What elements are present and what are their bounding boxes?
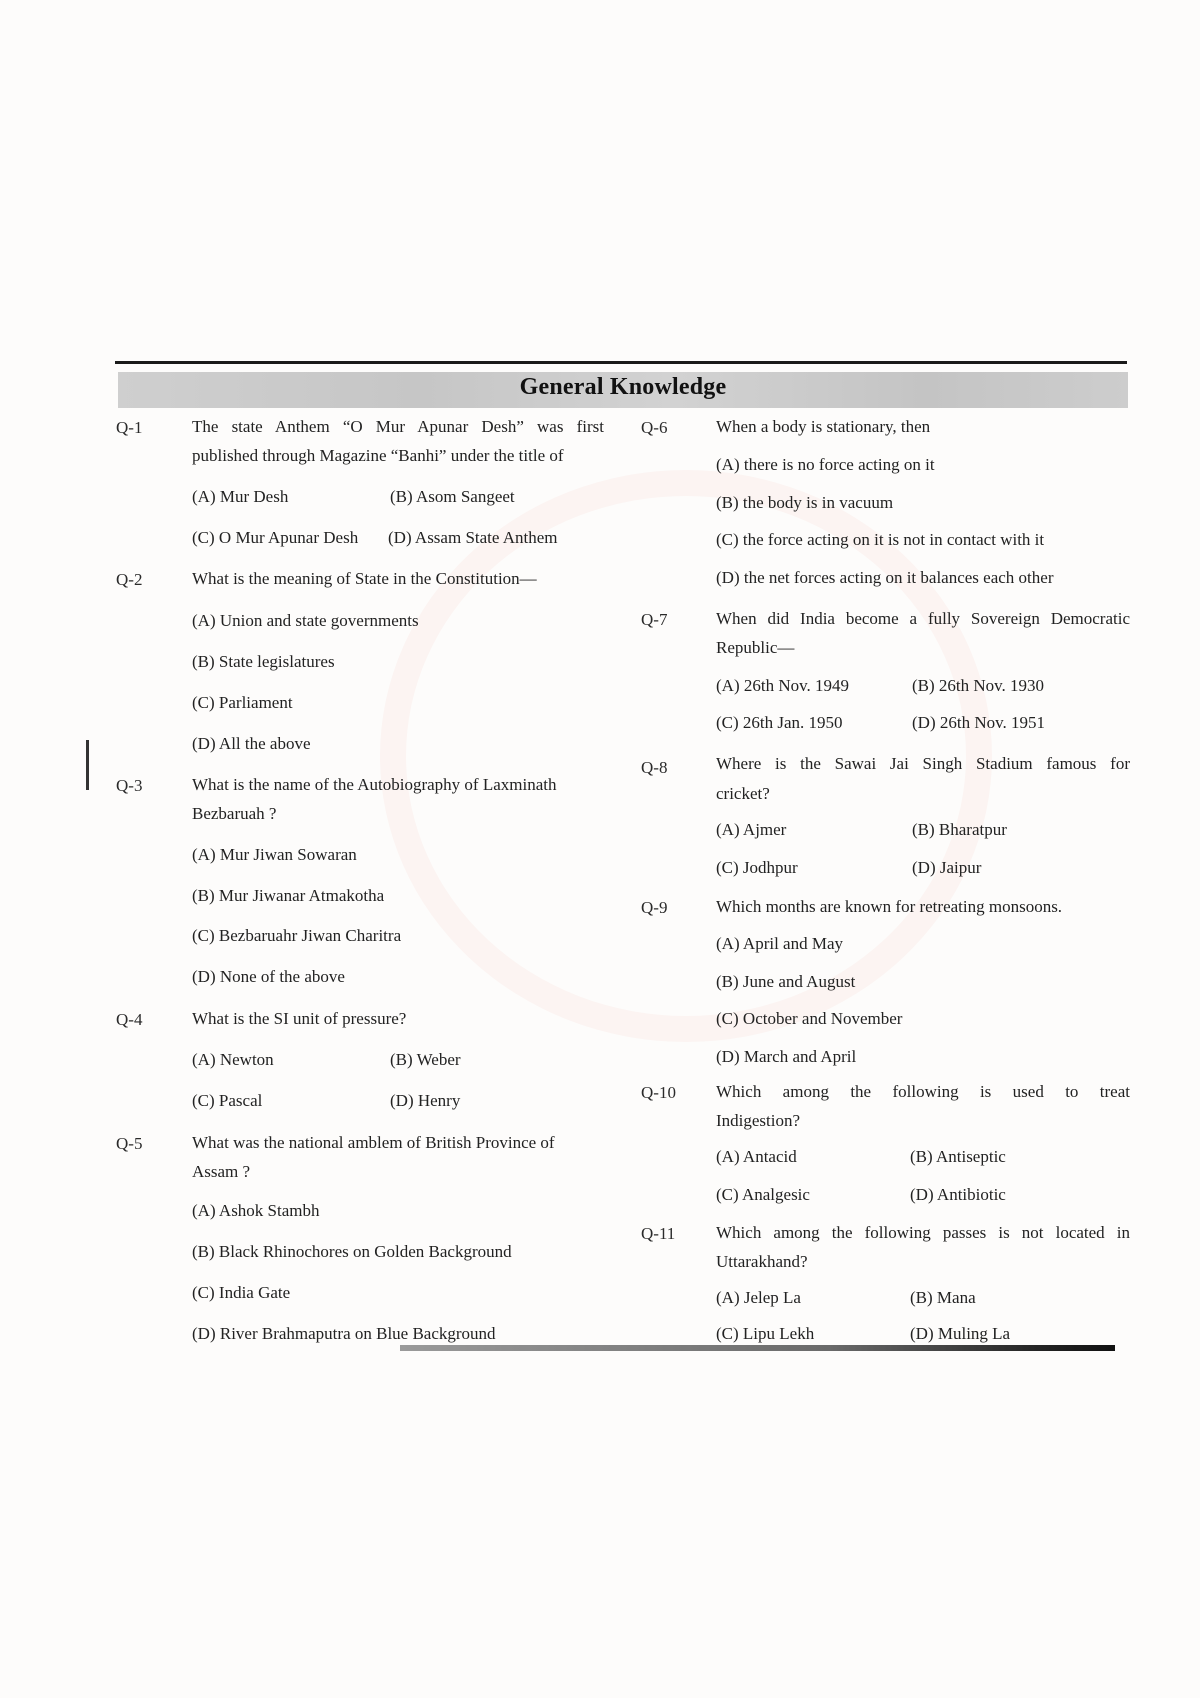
option-c[interactable]: (C) the force acting on it is not in contact with it [716,530,1045,549]
option-b[interactable]: (B) Asom Sangeet [390,487,515,506]
option-d[interactable]: (D) Jaipur [912,858,982,877]
question-stem: When did India become a fully Sovereign Democratic [716,609,1130,628]
question-stem-cont: Republic— [716,638,795,657]
question-number: Q-1 [116,418,143,437]
question-stem-cont: Indigestion? [716,1111,801,1130]
option-b[interactable]: (B) Bharatpur [912,820,1007,839]
option-c[interactable]: (C) Lipu Lekh [716,1324,815,1343]
option-b[interactable]: (B) State legislatures [192,652,335,671]
question-stem-cont: published through Magazine “Banhi” under the title of [192,446,564,465]
question-stem: What is the name of the Autobiography of Laxminath [192,775,557,794]
option-c[interactable]: (C) India Gate [192,1283,291,1302]
option-b[interactable]: (B) Mana [910,1288,976,1307]
question-stem-cont: Uttarakhand? [716,1252,808,1271]
page-title: General Knowledge [519,374,727,400]
bottom-rule [400,1345,1115,1351]
option-c[interactable]: (C) Bezbaruahr Jiwan Charitra [192,926,402,945]
option-c[interactable]: (C) October and November [716,1009,903,1028]
option-c[interactable]: (C) 26th Jan. 1950 [716,713,843,732]
question-stem: Where is the Sawai Jai Singh Stadium famous for [716,754,1130,773]
option-a[interactable]: (A) 26th Nov. 1949 [716,676,849,695]
option-b[interactable]: (B) Mur Jiwanar Atmakotha [192,886,385,905]
option-a[interactable]: (A) Newton [192,1050,274,1069]
option-c[interactable]: (C) Parliament [192,693,293,712]
question-number: Q-8 [641,758,668,777]
option-c[interactable]: (C) Jodhpur [716,858,798,877]
option-c[interactable]: (C) Analgesic [716,1185,810,1204]
option-a[interactable]: (A) April and May [716,934,844,953]
question-stem-cont: Assam ? [192,1162,251,1181]
option-a[interactable]: (A) Mur Desh [192,487,289,506]
option-d[interactable]: (D) March and April [716,1047,857,1066]
option-d[interactable]: (D) Antibiotic [910,1185,1006,1204]
option-d[interactable]: (D) 26th Nov. 1951 [912,713,1045,732]
question-stem-cont: Bezbaruah ? [192,804,277,823]
option-b[interactable]: (B) Black Rhinochores on Golden Background [192,1242,512,1261]
section-header [118,372,1128,408]
margin-pen-mark [86,740,89,790]
option-b[interactable]: (B) Antiseptic [910,1147,1006,1166]
question-stem-cont: cricket? [716,784,770,803]
question-number: Q-10 [641,1083,676,1102]
option-a[interactable]: (A) Ashok Stambh [192,1201,320,1220]
question-number: Q-3 [116,776,143,795]
question-stem: Which among the following is used to treat [716,1082,1130,1101]
question-stem: What is the SI unit of pressure? [192,1009,407,1028]
option-b[interactable]: (B) 26th Nov. 1930 [912,676,1045,695]
option-a[interactable]: (A) Ajmer [716,820,787,839]
question-number: Q-4 [116,1010,143,1029]
option-b[interactable]: (B) the body is in vacuum [716,493,894,512]
option-d[interactable]: (D) All the above [192,734,311,753]
option-c[interactable]: (C) Pascal [192,1091,263,1110]
option-c[interactable]: (C) O Mur Apunar Desh [192,528,359,547]
option-b[interactable]: (B) June and August [716,972,856,991]
question-number: Q-9 [641,898,668,917]
question-stem: Which among the following passes is not located in [716,1223,1130,1242]
option-a[interactable]: (A) Jelep La [716,1288,801,1307]
option-d[interactable]: (D) Assam State Anthem [388,528,558,547]
option-d[interactable]: (D) None of the above [192,967,345,986]
top-rule [115,361,1127,364]
question-number: Q-6 [641,418,668,437]
question-number: Q-5 [116,1134,143,1153]
option-d[interactable]: (D) the net forces acting on it balances each other [716,568,1054,587]
option-b[interactable]: (B) Weber [390,1050,461,1069]
question-stem: What was the national amblem of British Province of [192,1133,555,1152]
question-number: Q-7 [641,610,668,629]
option-d[interactable]: (D) Muling La [910,1324,1011,1343]
question-number: Q-11 [641,1224,676,1243]
option-a[interactable]: (A) Union and state governments [192,611,419,630]
question-stem: Which months are known for retreating monsoons. [716,897,1063,916]
option-a[interactable]: (A) Mur Jiwan Sowaran [192,845,357,864]
question-stem: When a body is stationary, then [716,417,931,436]
question-number: Q-2 [116,570,143,589]
option-d[interactable]: (D) River Brahmaputra on Blue Background [192,1324,496,1343]
question-stem: The state Anthem “O Mur Apunar Desh” was first [192,417,604,436]
option-a[interactable]: (A) there is no force acting on it [716,455,935,474]
question-stem: What is the meaning of State in the Constitution— [192,569,537,588]
option-d[interactable]: (D) Henry [390,1091,461,1110]
option-a[interactable]: (A) Antacid [716,1147,797,1166]
